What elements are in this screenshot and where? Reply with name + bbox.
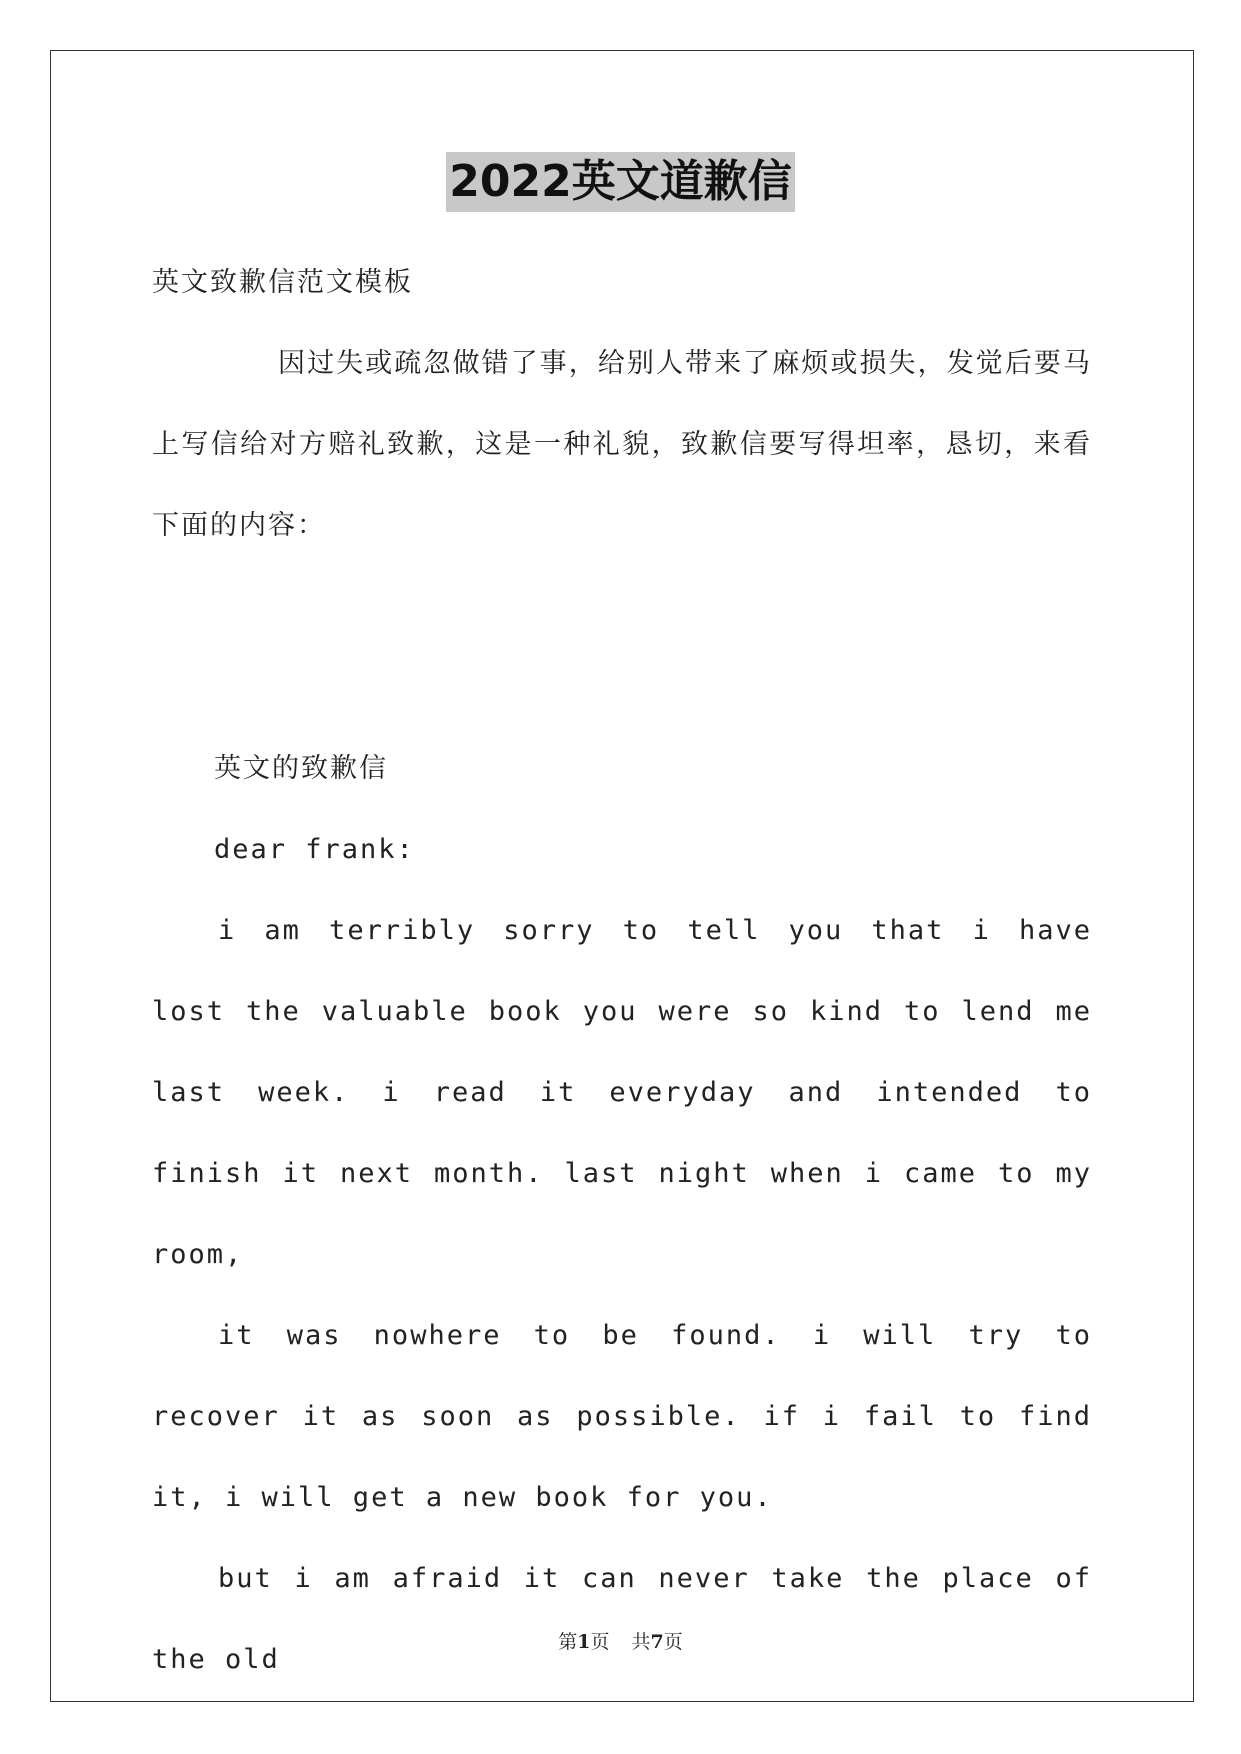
footer-total-pages: 7 — [650, 1631, 664, 1653]
letter-paragraph-3: but i am afraid it can never take the place of the old — [152, 1563, 1092, 1675]
letter-salutation: dear frank: — [214, 834, 415, 865]
document-body — [152, 242, 1092, 1700]
letter-subheading: 英文的致歉信 — [214, 753, 388, 784]
letter-paragraph-2: it was nowhere to be found. i will try to recover it as soon as possible. if i fail to find it, i will get a new book for you. — [152, 1320, 1092, 1513]
footer-total-suffix: 页 — [663, 1631, 683, 1653]
blank-space — [152, 566, 1092, 728]
title-container — [0, 152, 1241, 212]
letter-paragraph-1: i am terribly sorry to tell you that i have lost the valuable book you were so kind to lend me last week. i read it everyday and intended to finish it next month. last night when i came to my room, — [152, 915, 1092, 1270]
footer-prefix: 第 — [558, 1631, 578, 1653]
footer-total-prefix: 共 — [631, 1631, 651, 1653]
page-footer — [0, 1627, 1241, 1654]
document-title: 2022英文道歉信 — [446, 152, 794, 212]
intro-paragraph: 因过失或疏忽做错了事，给别人带来了麻烦或损失，发觉后要马上写信给对方赔礼致歉，这是一种礼貌，致歉信要写得坦率，恳切，来看下面的内容： — [152, 348, 1092, 541]
section-heading: 英文致歉信范文模板 — [152, 267, 413, 298]
footer-page-number: 1 — [577, 1631, 591, 1653]
footer-page-suffix: 页 — [590, 1631, 610, 1653]
